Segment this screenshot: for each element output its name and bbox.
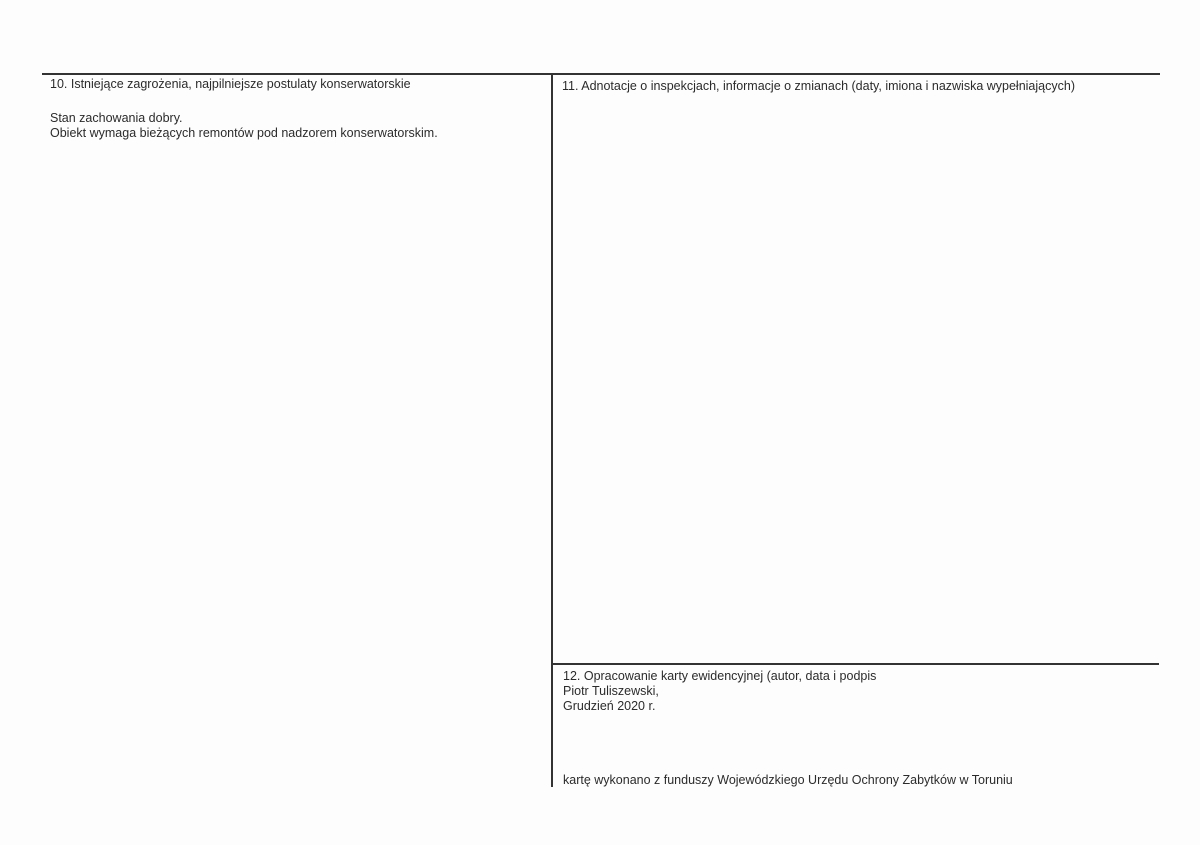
maintenance-statement: Obiekt wymaga bieżących remontów pod nadzorem konserwatorskim. <box>50 126 438 140</box>
center-divider-line <box>551 73 553 787</box>
section-11-heading: 11. Adnotacje o inspekcjach, informacje o zmianach (daty, imiona i nazwiska wypełniających) <box>562 79 1075 93</box>
section-12-divider-line <box>551 663 1159 665</box>
preparation-date: Grudzień 2020 r. <box>563 699 656 713</box>
author-name: Piotr Tuliszewski, <box>563 684 659 698</box>
section-12-heading: 12. Opracowanie karty ewidencyjnej (autor, data i podpis <box>563 669 877 683</box>
section-10-content <box>50 111 438 141</box>
funding-note: kartę wykonano z funduszy Wojewódzkiego Urzędu Ochrony Zabytków w Toruniu <box>563 773 1013 787</box>
section-10-heading: 10. Istniejące zagrożenia, najpilniejsze postulaty konserwatorskie <box>50 77 411 91</box>
section-12-content <box>563 669 876 714</box>
top-divider-line <box>42 73 1160 75</box>
condition-statement: Stan zachowania dobry. <box>50 111 183 125</box>
